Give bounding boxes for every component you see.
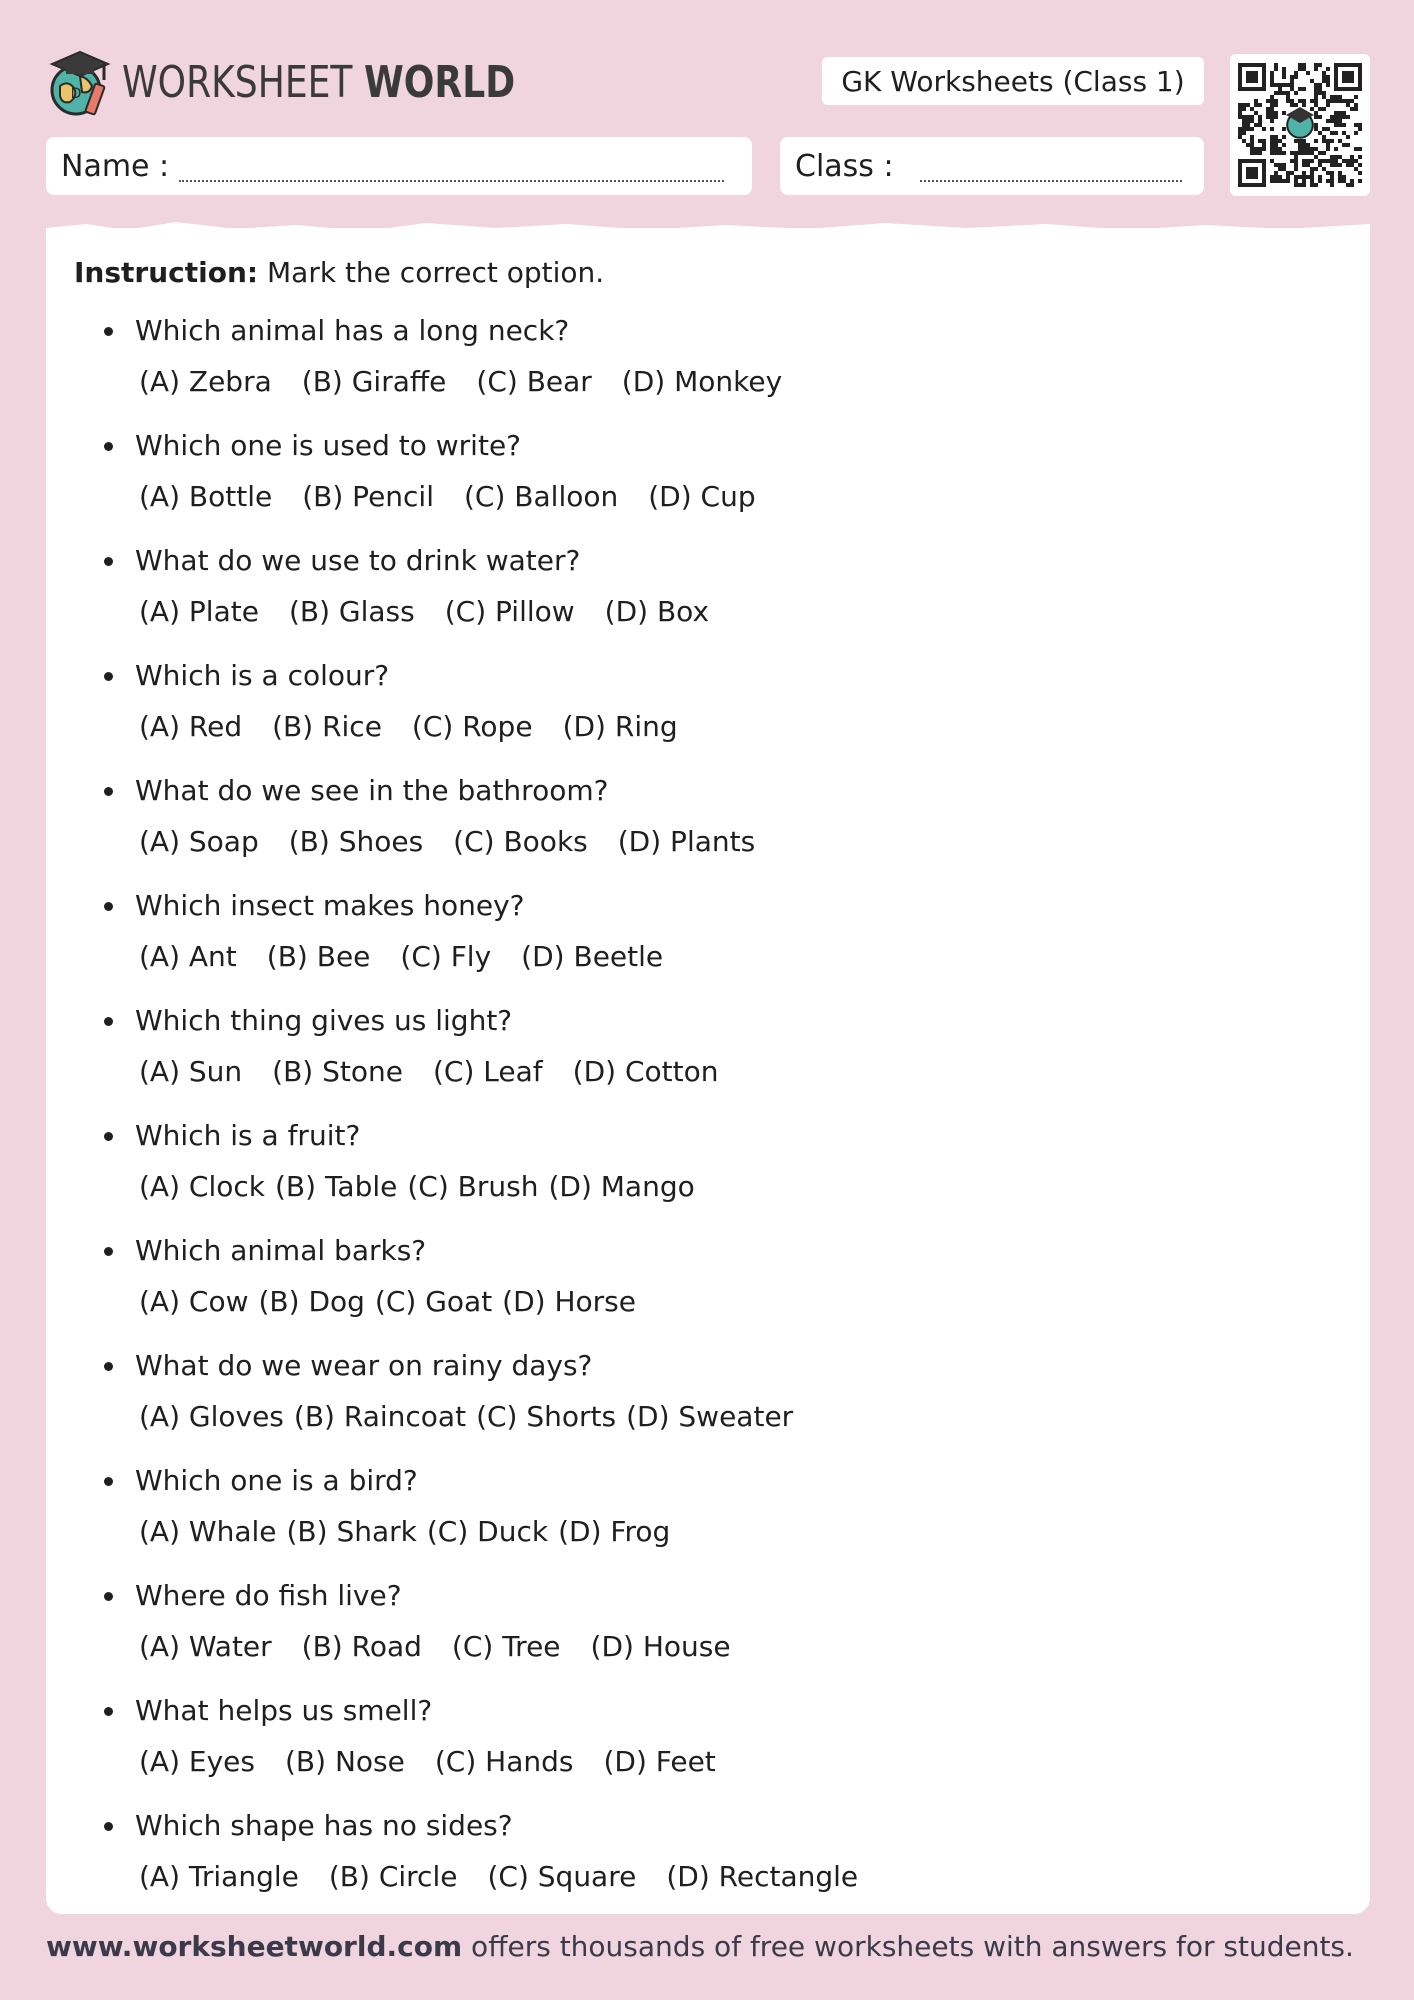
option-row [139,938,693,976]
answer-option[interactable]: (B) Bee [266,940,371,973]
answer-option[interactable]: (A) Water [139,1630,272,1663]
answer-option[interactable]: (C) Pillow [444,595,575,628]
bullet-icon [104,902,113,911]
answer-option[interactable]: (C) Duck [426,1515,549,1548]
answer-option[interactable]: (D) Horse [502,1285,636,1318]
answer-option[interactable]: (D) Rectangle [666,1860,859,1893]
question-item [100,1807,1300,1922]
answer-option[interactable]: (B) Pencil [302,480,434,513]
bullet-icon [104,1477,113,1486]
answer-option[interactable]: (C) Leaf [432,1055,543,1088]
answer-option[interactable]: (C) Fly [400,940,492,973]
answer-option[interactable]: (C) Goat [374,1285,493,1318]
bullet-icon [104,557,113,566]
question-text: Which animal has a long neck? [135,314,570,347]
answer-option[interactable]: (B) Rice [272,710,382,743]
answer-option[interactable]: (C) Bear [476,365,592,398]
option-row [139,593,739,631]
answer-option[interactable]: (A) Ant [139,940,237,973]
answer-option[interactable]: (B) Raincoat [293,1400,467,1433]
answer-option[interactable]: (D) Box [604,595,710,628]
instruction-text: Mark the correct option. [267,256,605,289]
option-row [139,1858,888,1896]
instruction [74,256,604,289]
answer-option[interactable]: (B) Giraffe [301,365,447,398]
footer [46,1930,1354,1963]
svg-text:D: D [70,86,82,102]
bullet-icon [104,442,113,451]
bullet-icon [104,1017,113,1026]
question-item [100,1692,1300,1807]
class-label: Class : [795,148,894,184]
question-item [100,542,1300,657]
footer-site-link[interactable]: www.worksheetworld.com [46,1930,463,1963]
answer-option[interactable]: (B) Shoes [288,825,424,858]
bullet-icon [104,1592,113,1601]
answer-option[interactable]: (B) Road [301,1630,422,1663]
answer-option[interactable]: (B) Nose [284,1745,405,1778]
question-item [100,1002,1300,1117]
brand-name [122,57,515,108]
question-text: What do we use to drink water? [135,544,581,577]
answer-option[interactable]: (C) Hands [434,1745,574,1778]
question-item [100,312,1300,427]
option-row [139,708,708,746]
question-text: What helps us smell? [135,1694,433,1727]
class-field[interactable] [780,137,1204,195]
question-item [100,772,1300,887]
bullet-icon [104,327,113,336]
option-row [139,1743,746,1781]
answer-option[interactable]: (A) Eyes [139,1745,255,1778]
question-text: Which insect makes honey? [135,889,525,922]
name-field[interactable] [46,137,752,195]
bullet-icon [104,1132,113,1141]
question-list [100,312,1300,1922]
answer-option[interactable]: (A) Whale [139,1515,277,1548]
qr-code-icon [1238,62,1362,188]
answer-option[interactable]: (C) Square [487,1860,637,1893]
option-row [139,1398,803,1436]
answer-option[interactable]: (A) Zebra [139,365,272,398]
question-item [100,1577,1300,1692]
option-row [139,823,785,861]
answer-option[interactable]: (D) Feet [603,1745,716,1778]
answer-option[interactable]: (A) Cow [139,1285,249,1318]
question-text: Which is a colour? [135,659,390,692]
answer-option[interactable]: (B) Glass [288,595,415,628]
answer-option[interactable]: (D) Sweater [626,1400,794,1433]
answer-option[interactable]: (C) Tree [451,1630,561,1663]
option-row [139,1513,680,1551]
question-item [100,1232,1300,1347]
qr-code [1230,54,1370,196]
question-item [100,887,1300,1002]
question-text: Where do fish live? [135,1579,402,1612]
answer-option[interactable]: (D) Plants [617,825,756,858]
question-text: What do we wear on rainy days? [135,1349,593,1382]
brand-name-light: WORKSHEET [122,56,353,108]
class-line [920,180,1182,182]
answer-option[interactable]: (D) House [590,1630,731,1663]
answer-option[interactable]: (B) Circle [328,1860,458,1893]
option-row [139,1628,761,1666]
answer-option[interactable]: (A) Gloves [139,1400,284,1433]
bullet-icon [104,1362,113,1371]
question-text: Which one is a bird? [135,1464,418,1497]
answer-option[interactable]: (A) Bottle [139,480,273,513]
answer-option[interactable]: (A) Plate [139,595,259,628]
question-text: Which one is used to write? [135,429,522,462]
answer-option[interactable]: (B) Dog [258,1285,365,1318]
torn-edge-decoration [46,216,1370,246]
answer-option[interactable]: (C) Balloon [464,480,619,513]
question-text: What do we see in the bathroom? [135,774,609,807]
globe-mascot-icon [46,46,114,118]
bullet-icon [104,1822,113,1831]
option-row [139,1053,748,1091]
option-row [139,1168,705,1206]
answer-option[interactable]: (D) Frog [558,1515,671,1548]
answer-option[interactable]: (A) Triangle [139,1860,299,1893]
question-text: Which is a fruit? [135,1119,361,1152]
answer-option[interactable]: (D) Cotton [572,1055,719,1088]
answer-option[interactable]: (A) Sun [139,1055,243,1088]
answer-option[interactable]: (A) Soap [139,825,259,858]
answer-option[interactable]: (C) Brush [407,1170,539,1203]
question-text: Which shape has no sides? [135,1809,513,1842]
option-row [139,478,786,516]
name-line [179,180,724,182]
question-item [100,427,1300,542]
brand-name-bold: WORLD [363,56,516,108]
answer-option[interactable]: (A) Red [139,710,243,743]
answer-option[interactable]: (D) Mango [548,1170,695,1203]
footer-text: offers thousands of free worksheets with answers for students. [462,1930,1354,1963]
brand-logo [46,46,601,118]
worksheet-category-badge: GK Worksheets (Class 1) [822,57,1204,105]
answer-option[interactable]: (A) Clock [139,1170,265,1203]
instruction-label: Instruction: [74,256,259,289]
answer-option[interactable]: (C) Rope [411,710,533,743]
answer-option[interactable]: (B) Shark [286,1515,417,1548]
bullet-icon [104,787,113,796]
answer-option[interactable]: (B) Stone [272,1055,403,1088]
bullet-icon [104,1707,113,1716]
question-text: Which animal barks? [135,1234,427,1267]
question-item [100,657,1300,772]
answer-option[interactable]: (D) Beetle [521,940,664,973]
answer-option[interactable]: (B) Table [274,1170,398,1203]
question-text: Which thing gives us light? [135,1004,513,1037]
answer-option[interactable]: (D) Monkey [621,365,783,398]
bullet-icon [104,1247,113,1256]
question-item [100,1462,1300,1577]
answer-option[interactable]: (D) Cup [648,480,756,513]
answer-option[interactable]: (C) Books [453,825,588,858]
answer-option[interactable]: (C) Shorts [476,1400,617,1433]
name-label: Name : [61,148,170,184]
bullet-icon [104,672,113,681]
option-row [139,1283,646,1321]
answer-option[interactable]: (D) Ring [562,710,678,743]
option-row [139,363,812,401]
question-item [100,1347,1300,1462]
question-item [100,1117,1300,1232]
